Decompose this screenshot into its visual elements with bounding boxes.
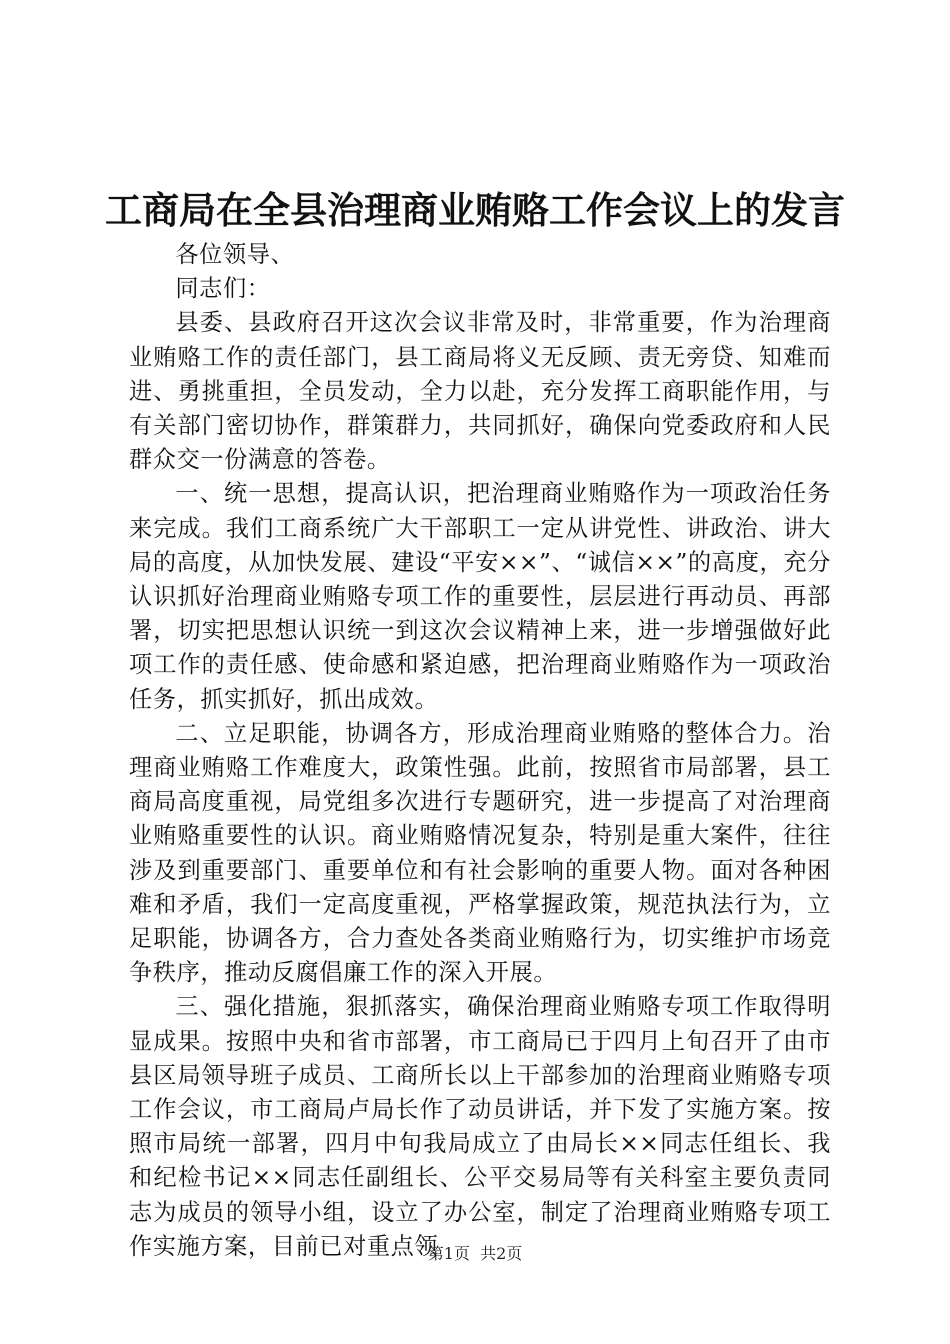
paragraph-intro: 县委、县政府召开这次会议非常及时，非常重要，作为治理商业贿赂工作的责任部门，县工商局将义无反顾、责无旁贷、知难而进、勇挑重担，全员发动，全力以赴，充分发挥工商职能作用，与有关部门密切协作，群策群力，共同抓好，确保向党委政府和人民群众交一份满意的答卷。 xyxy=(129,309,831,474)
paragraph-section-2: 二、立足职能，协调各方，形成治理商业贿赂的整体合力。治理商业贿赂工作难度大，政策性强。此前，按照省市局部署，县工商局高度重视，局党组多次进行专题研究，进一步提高了对治理商业贿赂重要性的认识。商业贿赂情况复杂，特别是重大案件，往往涉及到重要部门、重要单位和有社会影响的重要人物。面对各种困难和矛盾，我们一定高度重视，严格掌握政策，规范执法行为，立足职能，协调各方，合力查处各类商业贿赂行为，切实维护市场竞争秩序，推动反腐倡廉工作的深入开展。 xyxy=(129,719,831,987)
document-body xyxy=(129,238,831,1264)
page-title: 工商局在全县治理商业贿赂工作会议上的发言 xyxy=(105,188,845,232)
paragraph-section-3: 三、强化措施，狠抓落实，确保治理商业贿赂专项工作取得明显成果。按照中央和省市部署，市工商局已于四月上旬召开了由市县区局领导班子成员、工商所长以上干部参加的治理商业贿赂专项工作会议，市工商局卢局长作了动员讲话，并下发了实施方案。按照市局统一部署，四月中旬我局成立了由局长××同志任组长、我和纪检书记××同志任副组长、公平交易局等有关科室主要负责同志为成员的领导小组，设立了办公室，制定了治理商业贿赂专项工作实施方案，目前已对重点领 xyxy=(129,993,831,1260)
paragraph-section-1: 一、统一思想，提高认识，把治理商业贿赂作为一项政治任务来完成。我们工商系统广大干部职工一定从讲党性、讲政治、讲大局的高度，从加快发展、建设“平安××”、“诚信××”的高度，充分认识抓好治理商业贿赂专项工作的重要性，层层进行再动员、再部署，切实把思想认识统一到这次会议精神上来，进一步增强做好此项工作的责任感、使命感和紧迫感，把治理商业贿赂作为一项政治任务，抓实抓好，抓出成效。 xyxy=(129,480,831,713)
page-footer xyxy=(0,1243,950,1265)
salutation-line: 各位领导、 xyxy=(175,241,295,268)
page-number: 第1页 共2页 xyxy=(427,1244,523,1263)
salutation-line: 同志们： xyxy=(175,275,271,303)
